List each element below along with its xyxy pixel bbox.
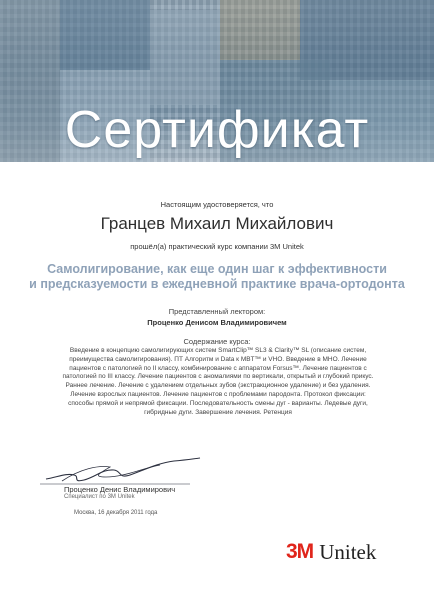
lecturer-name: Проценко Денисом Владимировичем — [147, 318, 287, 327]
course-title-line: Самолигирование, как еще один шаг к эффективности — [47, 262, 387, 276]
content-label: Содержание курса: — [183, 337, 251, 346]
banner-tile — [220, 0, 300, 60]
banner-tile — [60, 0, 150, 70]
brand-logo — [286, 540, 376, 564]
lecturer-label: Представленный лектором: — [168, 307, 266, 316]
certificate-title: Сертификат — [64, 101, 370, 159]
handwritten-signature — [40, 455, 205, 487]
header-banner — [0, 0, 434, 162]
banner-tile — [150, 10, 220, 105]
signatory-name: Проценко Денис Владимирович — [64, 485, 176, 494]
logo-unitek-wordmark: Unitek — [319, 539, 377, 564]
recipient-name: Гранцев Михаил Михайлович — [100, 214, 334, 233]
signatory-role: Специалист по 3M Unitek — [64, 494, 135, 500]
place-date: Москва, 16 декабря 2011 года — [74, 510, 158, 516]
passed-course-text: прошёл(а) практический курс компании 3M Unitek — [130, 242, 304, 251]
course-title-line: и предсказуемости в ежедневной практике врача-ортодонта — [29, 277, 405, 291]
intro-text: Настоящим удостоверяется, что — [160, 200, 274, 209]
course-content: Введение в концепцию самолигирующих систем SmartClip™ SL3 & Clarity™ SL (описание систем, преимущества самолигирования). ПТ Алгоритм и Data к MBT™ и VHO. Введение в MHO. Лечение пациентов с патологией по II классу, комбинирование с аппаратом Forsus™. Лечение пациентов с патологией по III классу. Лечение пациентов с аномалиями по вертикали, открытый и глубокий прикус. Раннее лечение. Лечение с удалением отдельных зубов (экстракционное удаление) и без удаления. Лечение взрослых пациентов. Лечение пациентов с проблемами пародонта. Протокол фиксации: способы прямой и непрямой фиксации. Последовательность смены дуг - варианты. Ледевые дуги, гибридные дуги. Завершение лечения. Ретенция — [62, 347, 374, 416]
logo-3m-mark: 3M — [286, 540, 314, 563]
course-title — [0, 262, 434, 292]
